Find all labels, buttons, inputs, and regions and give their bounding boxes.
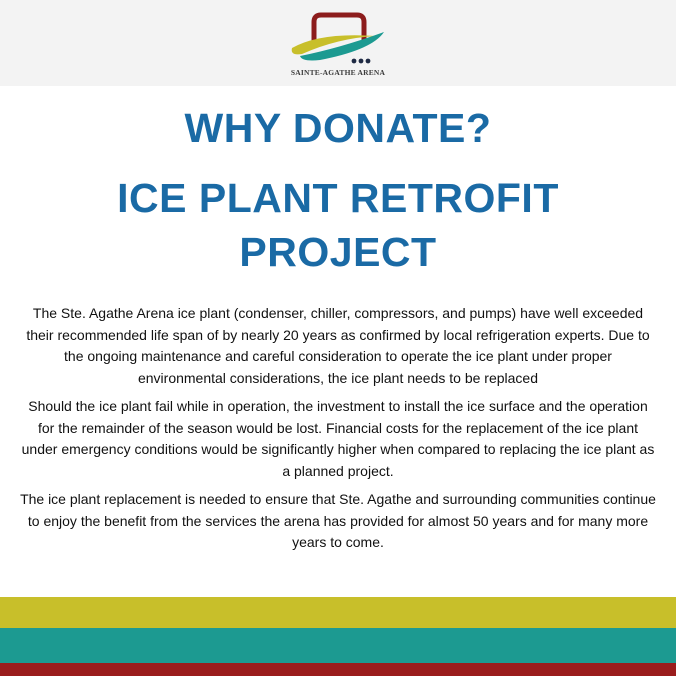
logo-caption: SAINTE-AGATHE ARENA [290, 68, 386, 77]
gold-stripe [0, 597, 676, 628]
paragraph-2: Should the ice plant fail while in operation, the investment to install the ice surface and the operation for the remainder of the season would be lost. Financial costs for the replacement of the ice plant under emergency conditions would be significantly higher when compared to replacing the ice plant as a planned project. [21, 398, 655, 479]
body-text [20, 303, 656, 561]
title-line-retrofit: ICE PLANT RETROFIT [117, 175, 559, 221]
teal-stripe [0, 628, 676, 663]
paragraph-3: The ice plant replacement is needed to ensure that Ste. Agathe and surrounding communities continue to enjoy the benefit from the services the arena has provided for almost 50 years and for many more years to come. [20, 491, 656, 550]
red-stripe [0, 663, 676, 676]
title-why-donate: WHY DONATE? [184, 105, 492, 151]
paragraph-1: The Ste. Agathe Arena ice plant (condenser, chiller, compressors, and pumps) have well exceeded their recommended life span of by nearly 20 years as confirmed by local refrigeration experts. Due to the ongoing maintenance and careful consideration to operate the ice plant under proper environmental considerations, the ice plant needs to be replaced [26, 305, 650, 386]
arena-logo [280, 8, 396, 80]
title-project [0, 171, 676, 279]
title-line-project: PROJECT [239, 229, 437, 275]
arena-logo-icon [280, 8, 396, 68]
